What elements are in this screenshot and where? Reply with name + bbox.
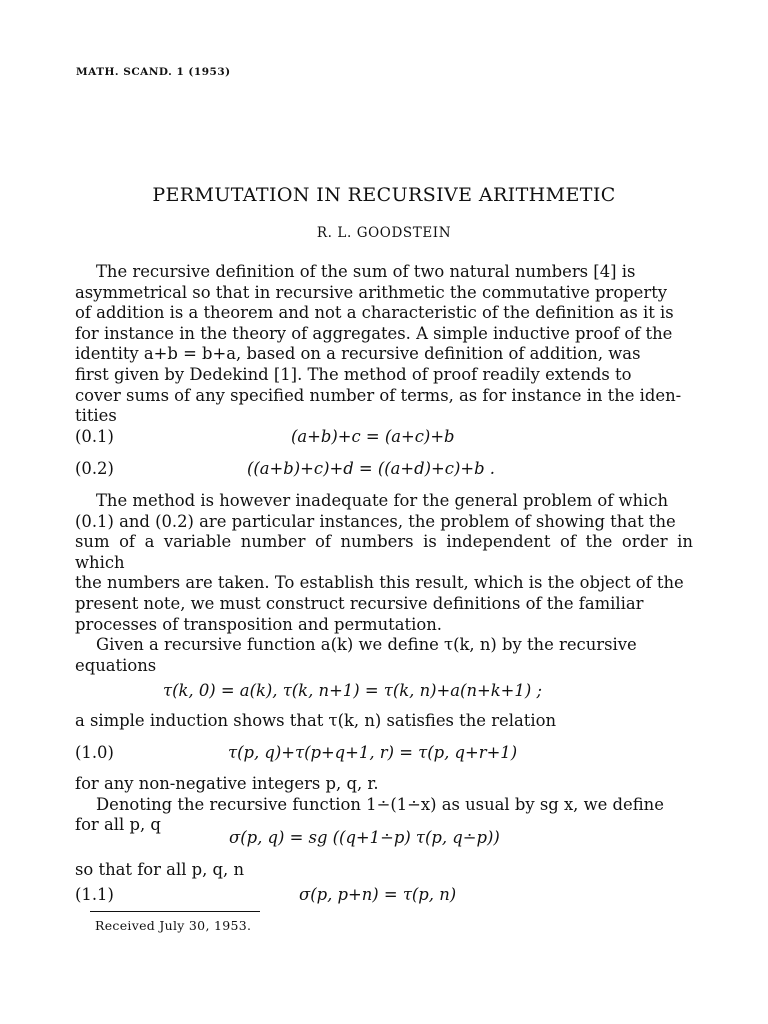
- equation-number: (1.1): [75, 885, 114, 904]
- paper-title: PERMUTATION IN RECURSIVE ARITHMETIC: [152, 184, 616, 206]
- intro-line: of addition is a theorem and not a characteristic of the definition as it is: [75, 303, 674, 323]
- intro-line: The recursive definition of the sum of two natural numbers [4] is: [96, 262, 636, 281]
- so-that-text: so that for all p, q, n: [75, 860, 245, 879]
- tau-definition: τ(k, 0) = a(k), τ(k, n+1) = τ(k, n)+a(n+k+1) ;: [163, 681, 542, 700]
- definition-line: Given a recursive function a(k) we define τ(k, n) by the recursive: [96, 635, 637, 654]
- intro-line: identity a+b = b+a, based on a recursive definition of addition, was: [75, 344, 641, 364]
- intro-line: asymmetrical so that in recursive arithmetic the commutative property: [75, 282, 668, 302]
- intro-line: cover sums of any specified number of terms, as for instance in the iden-: [75, 385, 682, 405]
- intro-line: tities: [75, 406, 117, 426]
- sigma-definition: σ(p, q) = sg ((q+1∸p) τ(p, q∸p)): [229, 828, 500, 847]
- received-footnote: Received July 30, 1953.: [95, 918, 252, 933]
- method-line: processes of transposition and permutation.: [75, 614, 442, 634]
- intro-line: for instance in the theory of aggregates. A simple inductive proof of the: [75, 323, 673, 343]
- method-line: (0.1) and (0.2) are particular instances, the problem of showing that the: [75, 511, 676, 531]
- definition-paragraph: [75, 635, 693, 676]
- for-all-text: for all p, q: [75, 815, 161, 835]
- method-paragraph: [75, 491, 693, 635]
- definition-line: equations: [75, 655, 157, 675]
- equation-0-1: (a+b)+c = (a+c)+b: [291, 427, 455, 446]
- equation-1-1: σ(p, p+n) = τ(p, n): [299, 885, 457, 904]
- paper-author: R. L. GOODSTEIN: [316, 225, 452, 241]
- footnote-rule: [90, 911, 260, 912]
- so-that-line: [75, 860, 693, 881]
- method-line: sum of a variable number of numbers is independent of the order in which: [75, 532, 693, 572]
- equation-0-2: ((a+b)+c)+d = ((a+d)+c)+b .: [247, 459, 496, 478]
- denoting-text: Denoting the recursive function 1∸(1∸x) as usual by sg x, we define: [96, 794, 664, 814]
- induction-line: [75, 711, 693, 732]
- equation-number: (0.2): [75, 459, 114, 478]
- equation-1-0: τ(p, q)+τ(p+q+1, r) = τ(p, q+r+1): [228, 743, 518, 762]
- equation-number: (1.0): [75, 743, 114, 762]
- equation-number: (0.1): [75, 427, 114, 446]
- journal-header: MATH. SCAND. 1 (1953): [76, 66, 231, 78]
- method-line: present note, we must construct recursive definitions of the familiar: [75, 593, 644, 613]
- intro-line: first given by Dedekind [1]. The method of proof readily extends to: [75, 364, 632, 384]
- induction-text: a simple induction shows that τ(k, n) satisfies the relation: [75, 711, 557, 730]
- intro-paragraph: [75, 262, 693, 427]
- integers-text: for any non-negative integers p, q, r.: [75, 774, 379, 793]
- integers-paragraph: [75, 774, 693, 836]
- method-line: the numbers are taken. To establish this result, which is the object of the: [75, 573, 684, 593]
- method-line: The method is however inadequate for the general problem of which: [96, 491, 669, 510]
